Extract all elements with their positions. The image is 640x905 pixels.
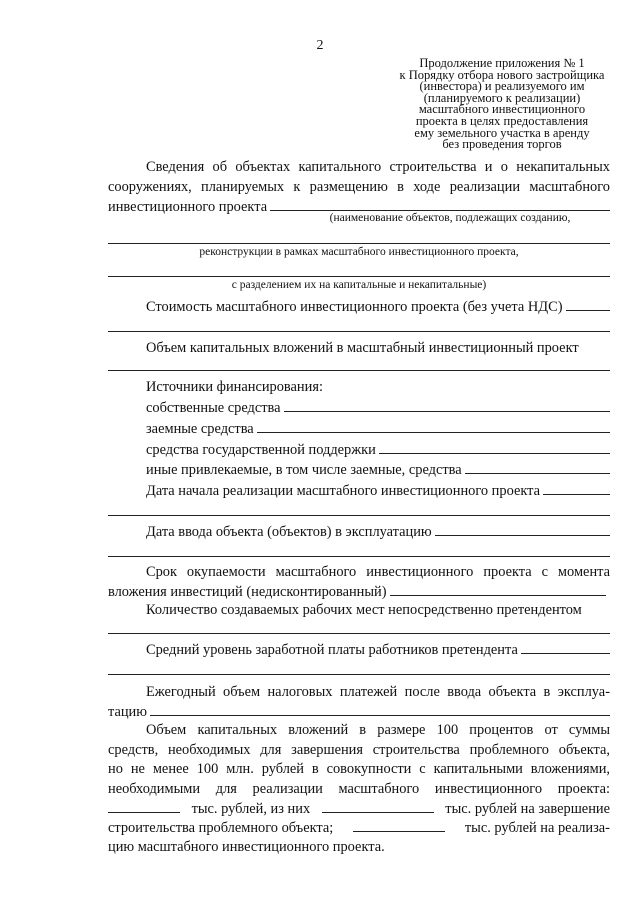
capex-label: Объем капитальных вложений в масштабный инвестиционный проект [146,340,579,356]
salary-input[interactable] [521,640,610,654]
header-line: без проведения торгов [442,137,562,152]
tax-line-1: Ежегодный объем налоговых платежей после ввода объекта в эксплуа- [146,684,610,700]
capital-line-4: необходимыми для реализации масштабного инвестиционного проекта: [108,781,610,797]
objects-input-line[interactable] [270,197,610,211]
state-support-input[interactable] [379,440,610,454]
header-line: проекта в целях предоставления [415,113,589,128]
jobs-label: Количество создаваемых рабочих мест непосредственно претендентом [146,602,582,618]
tax-input[interactable] [150,702,610,716]
payback-row [108,582,610,601]
header-line: (планируемого к реализации) [423,90,581,105]
start-date-input-line-2[interactable] [108,515,610,516]
capex-input-line[interactable] [108,370,610,371]
capital-total-unit: тыс. рублей, из них [191,801,311,817]
state-support-label: средства государственной поддержки [146,442,376,458]
cost-input-line-2[interactable] [108,331,610,332]
start-date-row [108,481,610,500]
payback-input[interactable] [390,582,606,596]
capital-line-5 [108,799,610,818]
objects-intro-line-2: сооружениях, планируемых к размещению в ходе реализации масштабного [108,179,610,195]
state-support-row [108,440,610,459]
header-line: Продолжение приложения № 1 [419,56,585,70]
payback-line-2: вложения инвестиций (недисконтированный) [108,584,387,600]
capital-line-2: средств, необходимых для завершения строительства проблемного объекта, [108,742,610,758]
caption-objects-2: реконструкции в рамках масштабного инвестиционного проекта, [199,246,519,258]
capital-line-6 [108,818,610,837]
commission-row [108,522,610,541]
other-funds-label: иные привлекаемые, в том числе заемные, средства [146,462,462,478]
capital-problem-input[interactable] [322,799,434,813]
cost-label: Стоимость масштабного инвестиционного проекта (без учета НДС) [146,299,563,315]
payback-line-1: Срок окупаемости масштабного инвестиционного проекта с момента [146,564,610,580]
other-funds-input[interactable] [465,460,610,474]
own-funds-label: собственные средства [146,400,281,416]
borrowed-funds-input[interactable] [257,419,610,433]
jobs-input-line[interactable] [108,633,610,634]
capital-problem-unit: тыс. рублей на завершение [445,801,610,817]
own-funds-input[interactable] [284,398,610,412]
start-date-input[interactable] [543,481,610,495]
capital-project-unit: тыс. рублей на реализа- [464,820,610,836]
objects-input-line-3[interactable] [108,276,610,277]
objects-intro-line-1: Сведения об объектах капитального строительства и о некапитальных [146,159,610,175]
commission-label: Дата ввода объекта (объектов) в эксплуатацию [146,524,432,540]
salary-label: Средний уровень заработной платы работников претендента [146,642,518,658]
commission-input-line-2[interactable] [108,556,610,557]
tax-row [108,702,610,721]
header-line: к Порядку отбора нового застройщика [399,67,605,82]
salary-row [108,640,610,659]
capital-line-1: Объем капитальных вложений в размере 100 процентов от суммы [146,722,610,738]
own-funds-row [108,398,610,417]
capital-line-3: но не менее 100 млн. рублей в совокупности с капитальными вложениями, [108,761,610,777]
start-date-label: Дата начала реализации масштабного инвестиционного проекта [146,483,540,499]
borrowed-funds-label: заемные средства [146,421,254,437]
caption-objects-3: с разделением их на капитальные и некапитальные) [231,279,487,291]
cost-input[interactable] [566,297,611,311]
objects-input-line-2[interactable] [108,243,610,244]
cost-row [108,297,610,316]
capital-total-input[interactable] [108,799,180,813]
capital-problem-text: строительства проблемного объекта; [108,820,334,836]
capital-project-input[interactable] [353,818,445,832]
header-line: (инвестора) и реализуемого им [419,79,585,94]
objects-intro-line-3: инвестиционного проекта [108,199,268,215]
salary-input-line-2[interactable] [108,674,610,675]
caption-objects-1: (наименование объектов, подлежащих созданию, [329,212,571,224]
commission-input[interactable] [435,522,610,536]
capital-line-7: цию масштабного инвестиционного проекта. [108,839,385,855]
appendix-header [388,58,616,151]
page-number: 2 [316,38,324,53]
other-funds-row [108,460,610,479]
header-line: ему земельного участка в аренду [414,125,590,140]
tax-line-2: тацию [108,704,148,720]
header-line: масштабного инвестиционного [418,102,586,117]
sources-label: Источники финансирования: [146,379,323,395]
borrowed-funds-row [108,419,610,438]
